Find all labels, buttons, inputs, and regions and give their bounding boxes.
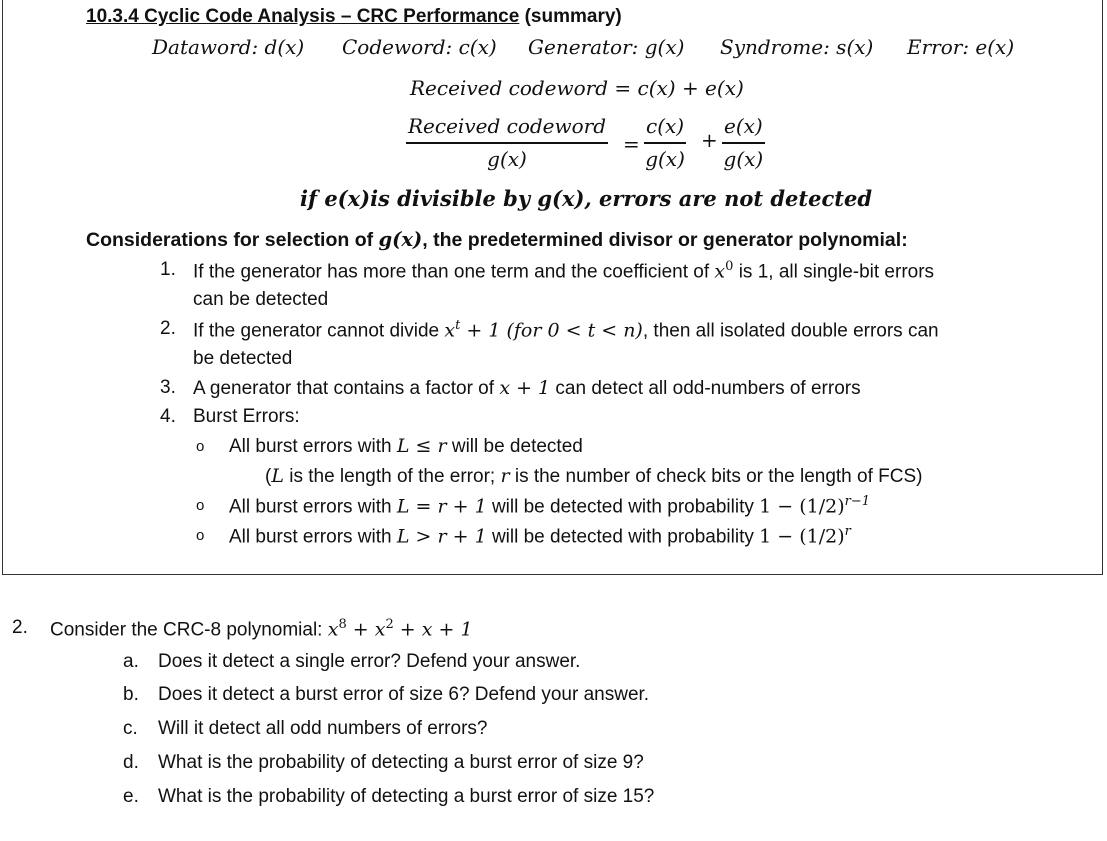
def-error: Error: e(x) (907, 35, 1015, 59)
poly-rest: + x + 1 (393, 618, 473, 641)
considerations-heading (86, 228, 908, 252)
item-1-text-a: If the generator has more than one term and the coefficient of (193, 261, 715, 283)
item-1-sup: 0 (725, 259, 734, 274)
burst-note-L: L (271, 465, 284, 487)
burst-2-math: L = r + 1 (396, 495, 487, 518)
part-c-label: c. (123, 718, 138, 739)
burst-note-open: ( (265, 466, 272, 487)
item-1-line-2: can be detected (193, 289, 329, 310)
burst-2-text-b: will be detected with probability (486, 496, 760, 518)
item-3-line-1 (193, 377, 861, 400)
section-title-main: 10.3.4 Cyclic Code Analysis – CRC Performance (86, 6, 520, 27)
burst-2-prob-sup: r−1 (844, 494, 871, 509)
item-3-number: 3. (160, 377, 176, 398)
def-codeword: Codeword: c(x) (342, 35, 497, 59)
fraction-e-numerator: e(x) (724, 114, 763, 138)
item-2-line-1 (193, 318, 939, 342)
burst-note-text-a: is the length of the error; (283, 466, 501, 487)
def-generator: Generator: g(x) (528, 35, 685, 59)
part-d-text: What is the probability of detecting a burst error of size 9? (158, 752, 644, 773)
def-syndrome: Syndrome: s(x) (720, 35, 874, 59)
item-4-number: 4. (160, 406, 176, 427)
item-3-math: x + 1 (499, 377, 551, 399)
burst-note-text-b: is the number of check bits or the length of FCS) (509, 466, 923, 487)
poly-x8: x (327, 618, 339, 641)
part-b-label: b. (123, 684, 139, 705)
considerations-prefix: Considerations for selection of (86, 229, 379, 251)
burst-1-math: L ≤ r (396, 435, 447, 457)
burst-1-text-b: will be detected (446, 436, 583, 457)
part-a-label: a. (123, 651, 139, 672)
fraction-received-over-g (406, 114, 608, 171)
item-2-math-rest: + 1 (for 0 < t < n) (460, 319, 643, 342)
poly-sup2: 2 (385, 617, 394, 632)
fraction-c-over-g (644, 114, 686, 171)
considerations-gx: g(x) (378, 228, 423, 251)
fraction-e-over-g (722, 114, 765, 171)
part-e-text: What is the probability of detecting a burst error of size 15? (158, 786, 655, 807)
burst-3-bullet: o (196, 527, 205, 544)
poly-sup8: 8 (338, 617, 347, 632)
fraction-received-denominator: g(x) (487, 146, 527, 171)
burst-1-bullet: o (196, 438, 205, 455)
section-title (86, 6, 622, 28)
fraction-equals-sign: = (623, 132, 640, 156)
burst-note-line (265, 465, 922, 488)
poly-x2: x (374, 618, 386, 641)
item-2-text-a: If the generator cannot divide (193, 320, 445, 342)
item-2-number: 2. (160, 318, 176, 339)
part-d-label: d. (123, 752, 139, 773)
item-1-number: 1. (160, 259, 176, 280)
item-1-text-b: is 1, all single-bit errors (733, 261, 935, 283)
poly-plus: + (346, 618, 375, 641)
item-2-math-x: x (444, 319, 456, 342)
item-2-line-2: be detected (193, 348, 293, 369)
item-2-text-b: , then all isolated double errors can (642, 320, 939, 342)
fraction-received-numerator: Received codeword (408, 114, 607, 138)
burst-3-prob: 1 − (1/2) (759, 525, 845, 548)
burst-note-r: r (500, 465, 510, 487)
part-b-text: Does it detect a burst error of size 6? Defend your answer. (158, 684, 650, 705)
burst-2-line (229, 494, 870, 518)
item-3-text-a: A generator that contains a factor of (193, 378, 500, 399)
burst-3-text-b: will be detected with probability (486, 526, 760, 548)
def-dataword: Dataword: d(x) (152, 35, 305, 59)
burst-3-text-a: All burst errors with (229, 526, 397, 548)
item-1-line-1 (193, 259, 934, 283)
fraction-c-denominator: g(x) (645, 146, 685, 171)
burst-3-prob-sup: r (844, 524, 851, 539)
burst-3-line (229, 524, 851, 548)
part-a-text: Does it detect a single error? Defend your answer. (158, 651, 581, 672)
item-1-math: x (714, 260, 726, 283)
item-4-line-1: Burst Errors: (193, 406, 300, 427)
item-3-text-b: can detect all odd-numbers of errors (550, 378, 861, 399)
fraction-c-numerator: c(x) (646, 114, 685, 138)
detection-rule: if e(x)is divisible by g(x), errors are not detected (300, 186, 873, 211)
fraction-e-denominator: g(x) (723, 146, 764, 171)
burst-1-line (229, 435, 583, 458)
received-codeword-equation: Received codeword = c(x) + e(x) (410, 76, 744, 100)
part-e-label: e. (123, 786, 139, 807)
part-c-text: Will it detect all odd numbers of errors? (158, 718, 488, 739)
question-prefix: Consider the CRC-8 polynomial: (50, 619, 328, 641)
fraction-plus-sign: + (701, 128, 718, 152)
burst-2-bullet: o (196, 497, 205, 514)
burst-2-prob: 1 − (1/2) (759, 495, 845, 518)
burst-3-math: L > r + 1 (396, 525, 487, 548)
burst-2-text-a: All burst errors with (229, 496, 397, 518)
section-title-suffix: (summary) (519, 6, 622, 27)
question-number: 2. (12, 617, 28, 638)
burst-1-text-a: All burst errors with (229, 436, 397, 457)
question-prompt (50, 617, 473, 641)
considerations-suffix: , the predetermined divisor or generator polynomial: (422, 229, 908, 251)
item-2-sup: t (455, 318, 461, 333)
